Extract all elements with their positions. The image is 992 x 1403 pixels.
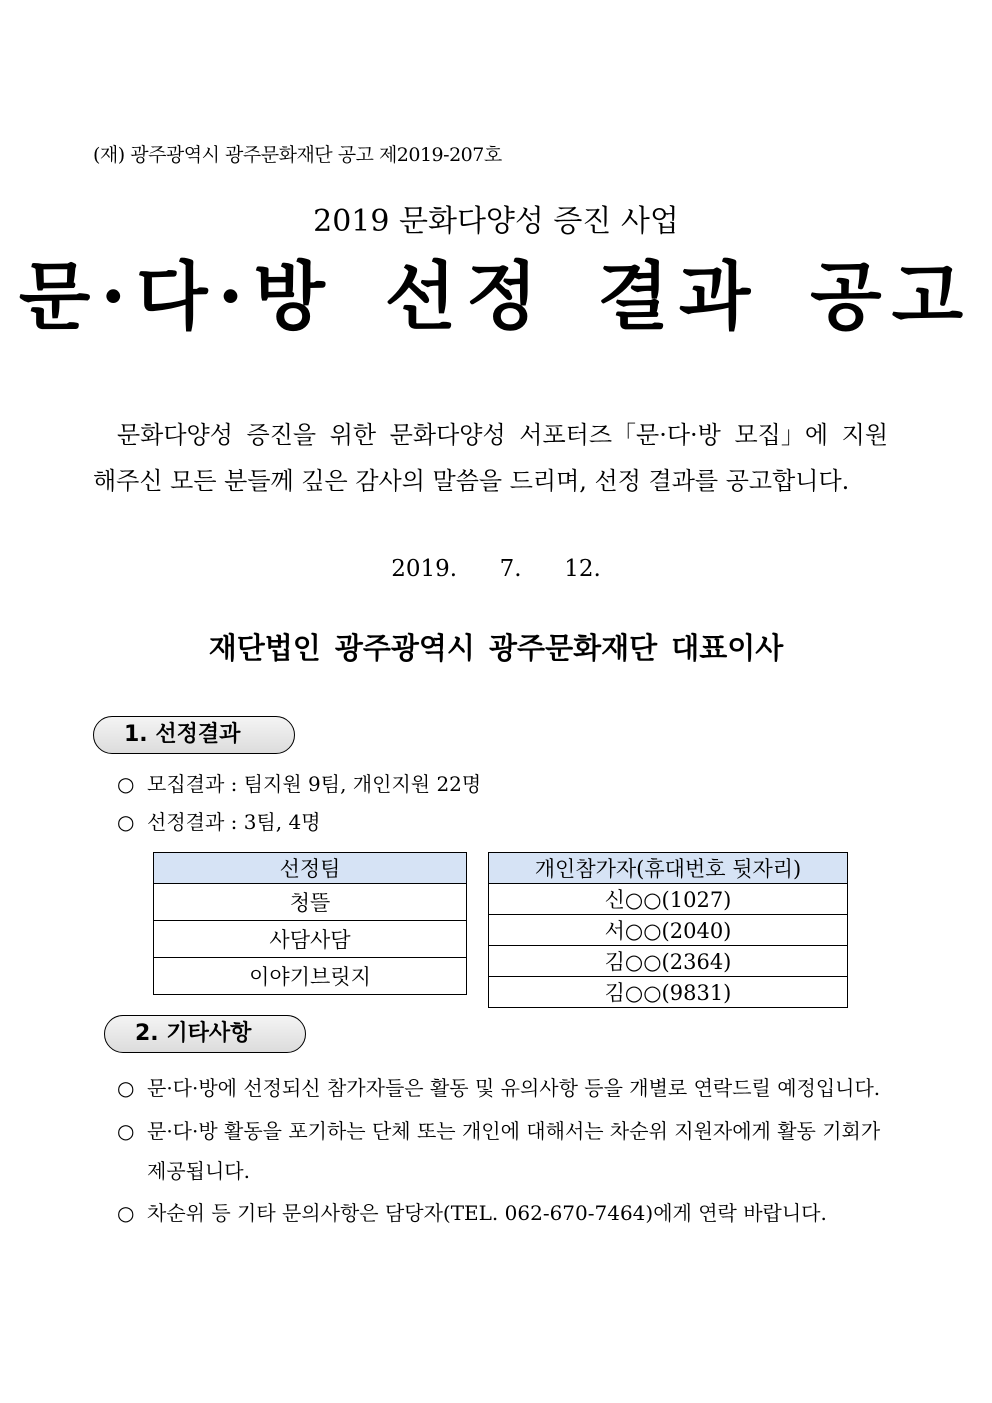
issuer-signature: 재단법인 광주광역시 광주문화재단 대표이사: [208, 631, 784, 665]
bullet-inquiry-contact: ○ 차순위 등 기타 문의사항은 담당자(TEL. 062-670-7464)에게 연락 바랍니다.: [117, 1201, 827, 1225]
table-row: 서○○(2040): [489, 915, 848, 946]
document-subtitle: 2019 문화다양성 증진 사업: [313, 204, 679, 239]
bullet-withdrawal-notice: ○ 문·다·방 활동을 포기하는 단체 또는 개인에 대해서는 차순위 지원자에게 활동 기회가 제공됩니다.: [117, 1111, 897, 1191]
table-row: 김○○(2364): [489, 946, 848, 977]
table-header: 개인참가자(휴대번호 뒷자리): [489, 853, 848, 884]
section-1-heading: 1. 선정결과: [93, 716, 295, 754]
table-row: 사담사담: [154, 921, 467, 958]
announcement-date: 2019. 7. 12.: [391, 556, 601, 582]
bullet-recruitment-result: ○ 모집결과 : 팀지원 9팀, 개인지원 22명: [117, 772, 482, 796]
circle-bullet-icon: ○: [117, 1119, 135, 1143]
document-title: 문·다·방 선정 결과 공고: [18, 254, 974, 340]
table-row: 신○○(1027): [489, 884, 848, 915]
table-header: 선정팀: [154, 853, 467, 884]
selected-teams-table: [153, 852, 467, 995]
circle-bullet-icon: ○: [117, 1076, 135, 1100]
selected-individuals-table: [488, 852, 848, 1008]
table-row: 김○○(9831): [489, 977, 848, 1008]
notice-number: (재) 광주광역시 광주문화재단 공고 제2019-207호: [93, 144, 502, 166]
intro-line-2: 해주신 모든 분들께 깊은 감사의 말씀을 드리며, 선정 결과를 공고합니다.: [93, 467, 850, 495]
bullet-selection-result: ○ 선정결과 : 3팀, 4명: [117, 810, 321, 834]
intro-line-1: 문화다양성 증진을 위한 문화다양성 서포터즈「문·다·방 모집」에 지원: [117, 421, 888, 449]
table-row: 이야기브릿지: [154, 958, 467, 995]
circle-bullet-icon: ○: [117, 1201, 135, 1225]
table-row: 청뜰: [154, 884, 467, 921]
section-2-heading: 2. 기타사항: [104, 1015, 306, 1053]
circle-bullet-icon: ○: [117, 810, 135, 834]
intro-paragraph: [93, 412, 899, 504]
bullet-contact-notice: ○ 문·다·방에 선정되신 참가자들은 활동 및 유의사항 등을 개별로 연락드릴 예정입니다.: [117, 1076, 881, 1100]
circle-bullet-icon: ○: [117, 772, 135, 796]
